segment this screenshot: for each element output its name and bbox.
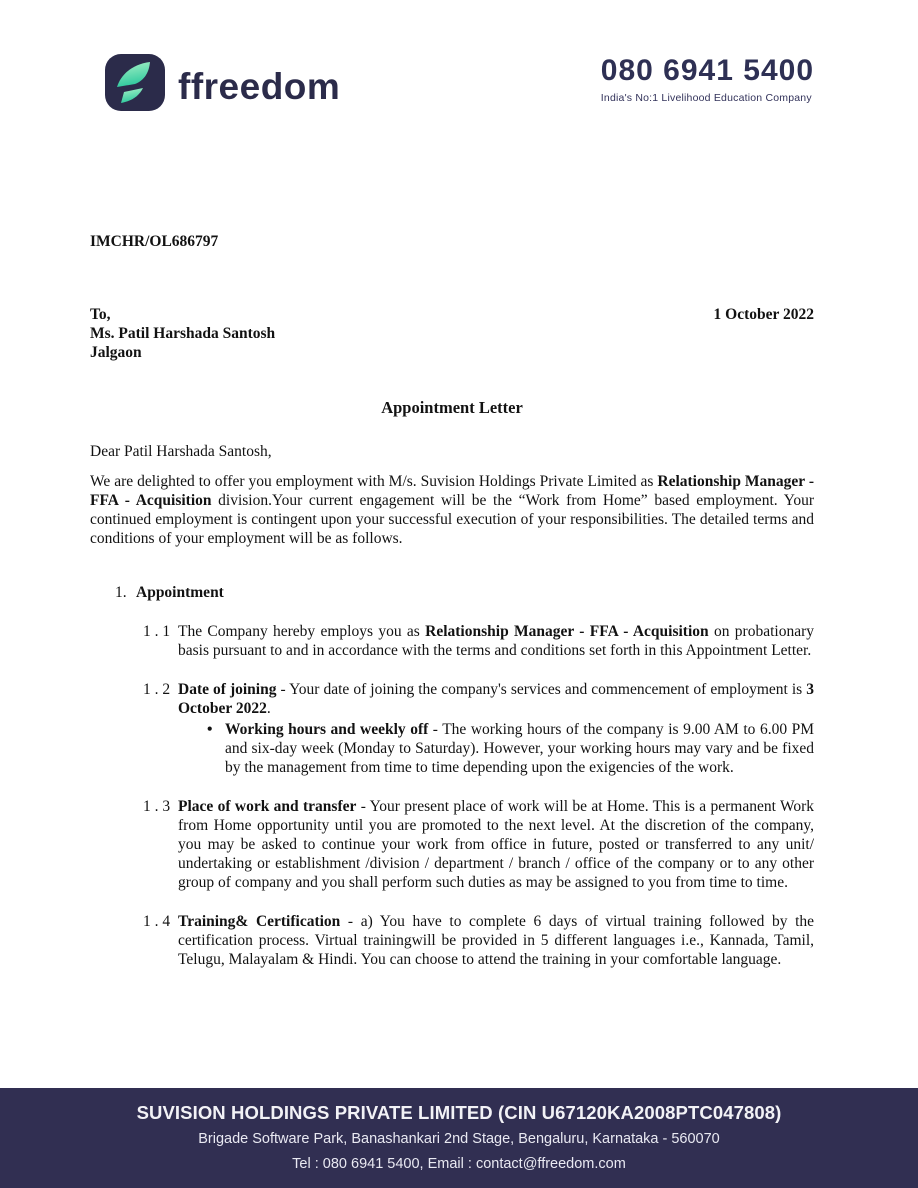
- clause-1-2-number: 1 . 2: [143, 681, 171, 698]
- section-title: Appointment: [136, 584, 224, 601]
- letter-title: Appointment Letter: [381, 398, 523, 417]
- recipient-name: Ms. Patil Harshada Santosh: [90, 325, 276, 342]
- ffreedom-logo: [105, 54, 340, 116]
- header-phone-number: 080 6941 5400: [600, 54, 814, 87]
- bullet-working-hours: [90, 720, 814, 777]
- letter-date: 1 October 2022: [713, 306, 814, 323]
- footer-band: [0, 1088, 918, 1188]
- header-contact-block: [601, 55, 814, 108]
- clause-1-1-text: The Company hereby employs you as Relationship Manager - FFA - Acquisition on probationary basis pursuant to and in accordance with the terms and conditions set forth in this Appointment Letter.: [178, 623, 814, 659]
- bullet-working-hours-text: Working hours and weekly off - The working hours of the company is 9.00 AM to 6.00 PM and six-day week (Monday to Saturday). However, your working hours may vary and be fixed by the management from time to time depending upon the exigencies of the work.: [225, 721, 814, 776]
- clause-1-3: [90, 797, 814, 892]
- footer-company-line: SUVISION HOLDINGS PRIVATE LIMITED (CIN U67120KA2008PTC047808): [136, 1102, 782, 1123]
- salutation: Dear Patil Harshada Santosh,: [90, 443, 272, 460]
- intro-paragraph: We are delighted to offer you employment with M/s. Suvision Holdings Private Limited as Relationship Manager - FFA - Acquisition division.Your current engagement will be the “Work from Home” based employment. Your continued employment is contingent upon your successful execution of your responsibilities. The detailed terms and conditions of your employment will be as follows.: [90, 473, 814, 547]
- clause-1-4-text: Training& Certification - a) You have to complete 6 days of virtual training followed by the certification process. Virtual trainingwill be provided in 5 different languages i.e., Kannada, Tamil, Telugu, Malayalam & Hindi. You can choose to attend the training in your comfortable language.: [178, 913, 815, 968]
- clause-1-1-number: 1 . 1: [143, 623, 171, 640]
- reference-number: IMCHR/OL686797: [90, 233, 219, 250]
- footer-contact-line: Tel : 080 6941 5400, Email : contact@ffreedom.com: [292, 1156, 626, 1172]
- clause-1-4: [90, 912, 814, 969]
- to-date-row: [90, 305, 814, 324]
- recipient-city: Jalgaon: [90, 344, 142, 361]
- header: [105, 54, 814, 116]
- clause-1-4-number: 1 . 4: [143, 913, 171, 930]
- clause-1-3-text: Place of work and transfer - Your present place of work will be at Home. This is a permanent Work from Home opportunity until you are promoted to the next level. At the discretion of the company, you may be asked to continue your work from office in future, posted or transferred to any unit/ undertaking or establishment /division / department / branch / office of the company or to any other group of company and you shall perform such duties as may be assigned to you from time to time.: [178, 798, 814, 891]
- clause-1-2: [90, 680, 814, 718]
- logo-wordmark: ffreedom: [178, 65, 341, 107]
- to-label: To,: [90, 306, 111, 323]
- letter-body: [90, 232, 814, 969]
- footer-address-line: Brigade Software Park, Banashankari 2nd Stage, Bengaluru, Karnataka - 560070: [198, 1131, 720, 1147]
- clause-1-2-text: Date of joining - Your date of joining the company's services and commencement of employment is 3 October 2022.: [178, 681, 814, 717]
- section-number: 1.: [115, 584, 127, 601]
- ffreedom-logo-icon: [105, 54, 165, 116]
- section-heading-appointment: [90, 583, 814, 602]
- header-tagline: India's No:1 Livelihood Education Company: [600, 92, 812, 104]
- clause-1-1: [90, 622, 814, 660]
- bullet-icon: •: [207, 721, 213, 738]
- clause-1-3-number: 1 . 3: [143, 798, 171, 815]
